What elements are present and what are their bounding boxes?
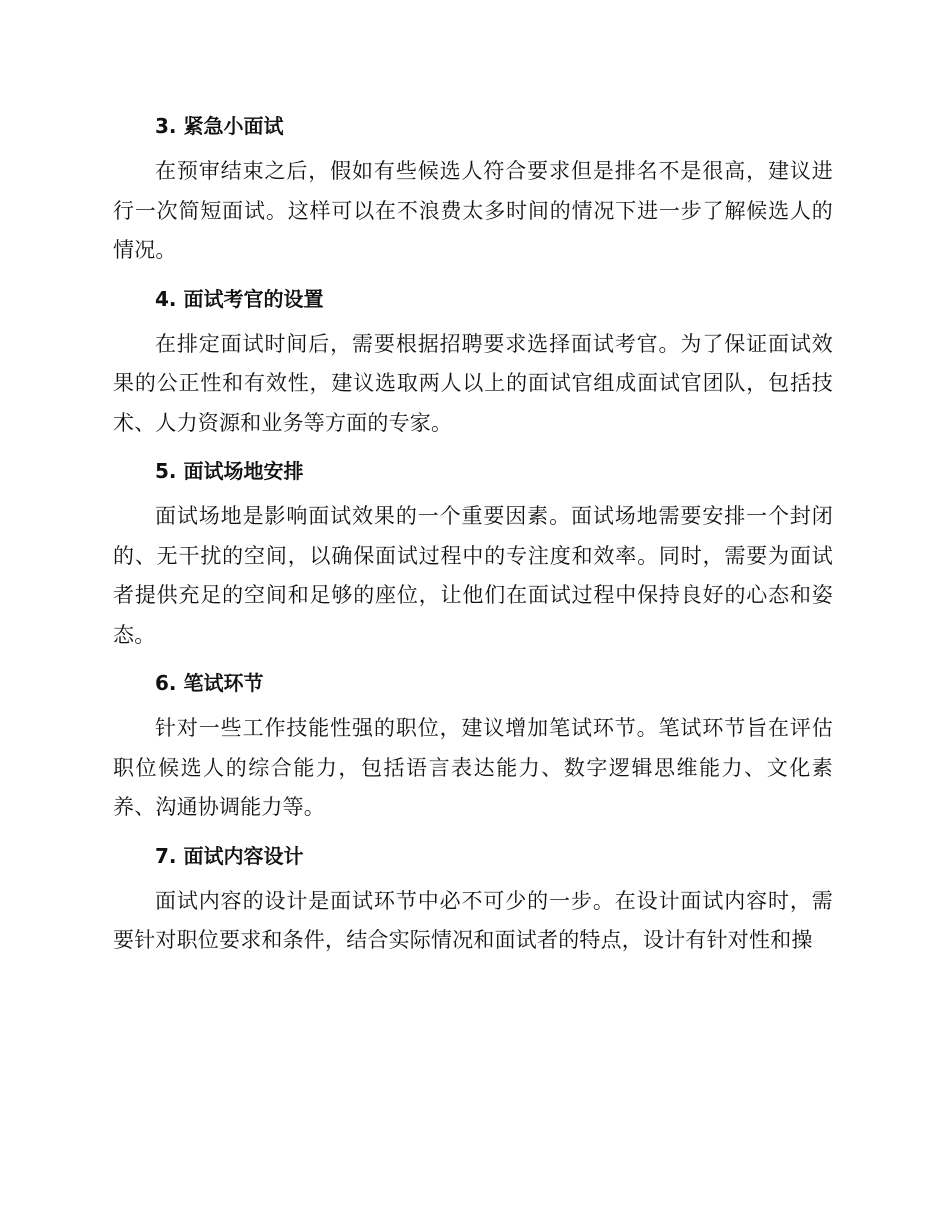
section-6 xyxy=(113,663,833,828)
section-3 xyxy=(113,106,833,271)
section-heading: 4. 面试考官的设置 xyxy=(155,286,324,311)
document-body xyxy=(113,106,833,969)
section-paragraph: 面试内容的设计是面试环节中必不可少的一步。在设计面试内容时，需要针对职位要求和条件，结合实际情况和面试者的特点，设计有针对性和操 xyxy=(113,888,833,952)
section-paragraph: 面试场地是影响面试效果的一个重要因素。面试场地需要安排一个封闭的、无干扰的空间，以确保面试过程中的专注度和效率。同时，需要为面试者提供充足的空间和足够的座位，让他们在面试过程中保持良好的心态和姿态。 xyxy=(113,504,833,647)
section-heading: 5. 面试场地安排 xyxy=(155,459,304,483)
section-heading: 6. 笔试环节 xyxy=(155,671,264,695)
section-paragraph: 针对一些工作技能性强的职位，建议增加笔试环节。笔试环节旨在评估职位候选人的综合能力，包括语言表达能力、数字逻辑思维能力、文化素养、沟通协调能力等。 xyxy=(113,716,833,819)
section-heading: 7. 面试内容设计 xyxy=(155,843,304,868)
section-7 xyxy=(113,836,833,961)
section-paragraph: 在预审结束之后，假如有些候选人符合要求但是排名不是很高，建议进行一次简短面试。这样可以在不浪费太多时间的情况下进一步了解候选人的情况。 xyxy=(113,159,833,262)
section-5 xyxy=(113,451,833,655)
section-4 xyxy=(113,279,833,444)
section-heading: 3. 紧急小面试 xyxy=(155,114,284,138)
section-paragraph: 在排定面试时间后，需要根据招聘要求选择面试考官。为了保证面试效果的公正性和有效性，建议选取两人以上的面试官组成面试官团队，包括技术、人力资源和业务等方面的专家。 xyxy=(113,331,833,435)
